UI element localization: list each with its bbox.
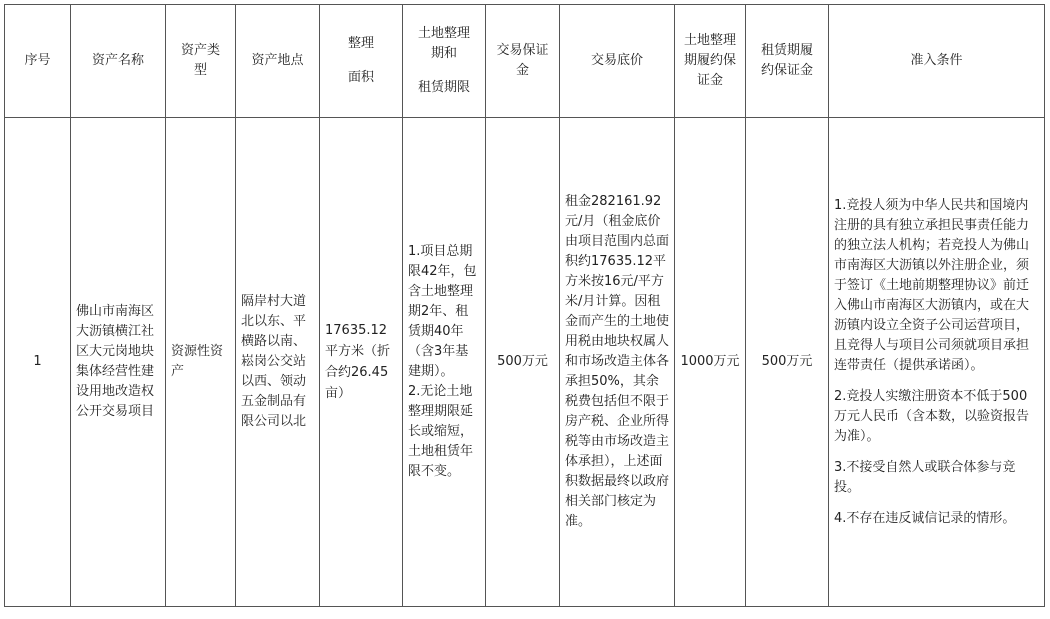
header-period (403, 5, 486, 118)
condition-item: 1.竞投人须为中华人民共和国境内注册的具有独立承担民事责任能力的独立法人机构；若竞投人为佛山市南海区大沥镇以外注册企业，须于签订《土地前期整理协议》前迁入佛山市南海区大沥镇内，或在大沥镇内设立全资子公司运营项目，且竞得人与项目公司须就项目承担连带责任（提供承诺函）。 (834, 197, 1030, 373)
header-asset-type-line: 型 (193, 63, 207, 78)
header-period-line: 租赁期限 (417, 80, 470, 95)
table-row (5, 118, 1045, 607)
asset-transaction-table (4, 4, 1045, 607)
cell-land-bond: 1000万元 (675, 118, 746, 607)
header-deposit (486, 5, 560, 118)
cell-deposit: 500万元 (486, 118, 560, 607)
condition-item: 2.竞投人实缴注册资本不低于500万元人民币（含本数，以验资报告为准）。 (834, 388, 1030, 444)
header-deposit-line: 金 (515, 63, 529, 78)
header-area-line: 整理 (347, 36, 374, 51)
period-item: 1.项目总期限42年，包含土地整理期2年、租赁期40年（含3年基建期）。 (408, 244, 477, 379)
header-conditions: 准入条件 (829, 5, 1045, 118)
header-row (5, 5, 1045, 118)
cell-lease-bond: 500万元 (746, 118, 829, 607)
header-seq: 序号 (5, 5, 71, 118)
header-area-line: 面积 (347, 70, 374, 85)
cell-location: 隔岸村大道北以东、平横路以南、崧岗公交站以西、领动五金制品有限公司以北 (236, 118, 320, 607)
header-location: 资产地点 (236, 5, 320, 118)
cell-asset-name: 佛山市南海区大沥镇横江社区大元岗地块集体经营性建设用地改造权公开交易项目 (71, 118, 166, 607)
condition-item: 4.不存在违反诚信记录的情形。 (834, 510, 1016, 526)
header-lease-bond-line: 租赁期履 (760, 43, 813, 58)
header-lease-bond (746, 5, 829, 118)
period-item: 2.无论土地整理期限延长或缩短，土地租赁年限不变。 (408, 384, 474, 479)
header-lease-bond-line: 约保证金 (760, 63, 813, 78)
header-asset-type-line: 资产类 (180, 43, 220, 58)
header-asset-type (166, 5, 236, 118)
cell-price: 租金282161.92元/月（租金底价由项目范围内总面积约17635.12平方米按16元/平方米/月计算。因租金而产生的土地使用税由地块权属人和市场改造主体各承担50%，其余税费包括但不限于房产税、企业所得税等由市场改造主体承担），上述面积数据最终以政府相关部门核定为准。 (560, 118, 675, 607)
cell-conditions (829, 118, 1045, 607)
header-land-bond-line: 证金 (696, 73, 723, 88)
header-deposit-line: 交易保证 (496, 43, 549, 58)
header-area (320, 5, 403, 118)
condition-item: 3.不接受自然人或联合体参与竞投。 (834, 459, 1016, 495)
cell-period (403, 118, 486, 607)
cell-asset-type: 资源性资产 (166, 118, 236, 607)
header-land-bond-line: 土地整理 (683, 33, 736, 48)
cell-area: 17635.12平方米（折合约26.45亩） (320, 118, 403, 607)
header-period-line: 期和 (430, 46, 457, 61)
header-price: 交易底价 (560, 5, 675, 118)
header-land-bond-line: 期履约保 (683, 53, 736, 68)
header-land-bond (675, 5, 746, 118)
cell-seq: 1 (5, 118, 71, 607)
header-period-line: 土地整理 (417, 26, 470, 41)
header-asset-name: 资产名称 (71, 5, 166, 118)
